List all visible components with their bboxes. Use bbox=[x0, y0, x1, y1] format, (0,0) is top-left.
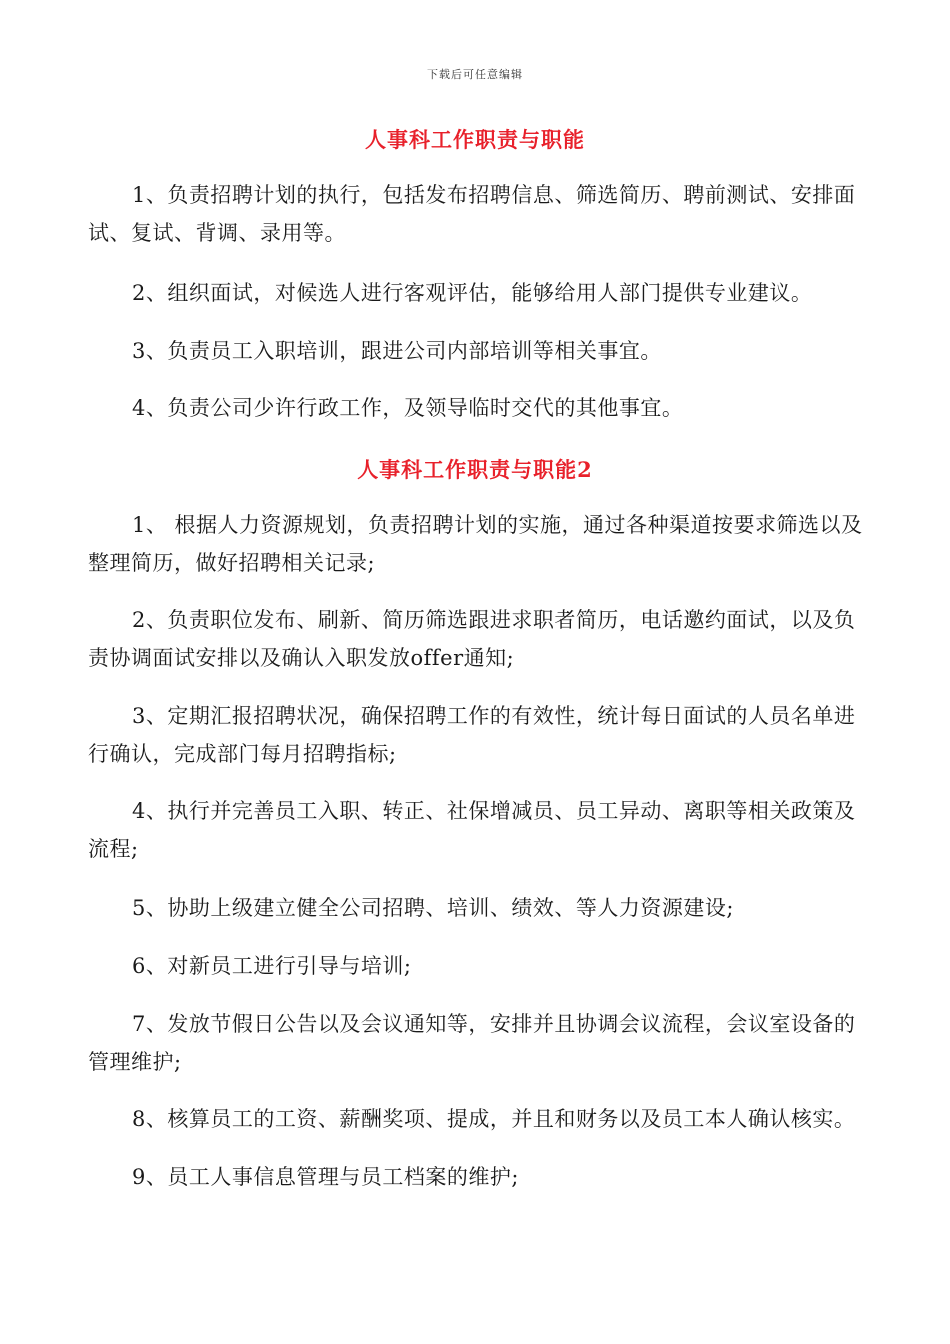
section1-item-3: 3、负责员工入职培训，跟进公司内部培训等相关事宜。 bbox=[132, 339, 662, 363]
section2-item-3: 3、定期汇报招聘状况，确保招聘工作的有效性，统计每日面试的人员名单进行确认，完成部门每月招聘指标; bbox=[88, 704, 856, 766]
section1-item-1: 1、负责招聘计划的执行，包括发布招聘信息、筛选简历、聘前测试、安排面试、复试、背调、录用等。 bbox=[88, 183, 856, 245]
section2-item-5: 5、协助上级建立健全公司招聘、培训、绩效、等人力资源建设; bbox=[132, 896, 734, 920]
section2-title: 人事科工作职责与职能2 bbox=[357, 457, 593, 482]
section2-item-7: 7、发放节假日公告以及会议通知等，安排并且协调会议流程，会议室设备的管理维护; bbox=[88, 1012, 856, 1074]
section2-item-6: 6、对新员工进行引导与培训; bbox=[132, 954, 412, 978]
section1-item-4: 4、负责公司少许行政工作，及领导临时交代的其他事宜。 bbox=[132, 396, 684, 420]
section2-item-2: 2、负责职位发布、刷新、简历筛选跟进求职者简历，电话邀约面试，以及负责协调面试安排以及确认入职发放offer通知; bbox=[88, 608, 856, 670]
section2-item-1: 1、 根据人力资源规划，负责招聘计划的实施，通过各种渠道按要求筛选以及整理简历，做好招聘相关记录; bbox=[88, 513, 863, 575]
section1-title: 人事科工作职责与职能 bbox=[365, 127, 585, 152]
section1-item-2: 2、组织面试，对候选人进行客观评估，能够给用人部门提供专业建议。 bbox=[132, 281, 813, 305]
section2-item-4: 4、执行并完善员工入职、转正、社保增减员、员工异动、离职等相关政策及流程; bbox=[88, 799, 856, 861]
section2-item-8: 8、核算员工的工资、薪酬奖项、提成，并且和财务以及员工本人确认核实。 bbox=[132, 1107, 856, 1131]
header-note: 下载后可任意编辑 bbox=[427, 68, 523, 81]
section2-item-9: 9、员工人事信息管理与员工档案的维护; bbox=[132, 1165, 519, 1189]
